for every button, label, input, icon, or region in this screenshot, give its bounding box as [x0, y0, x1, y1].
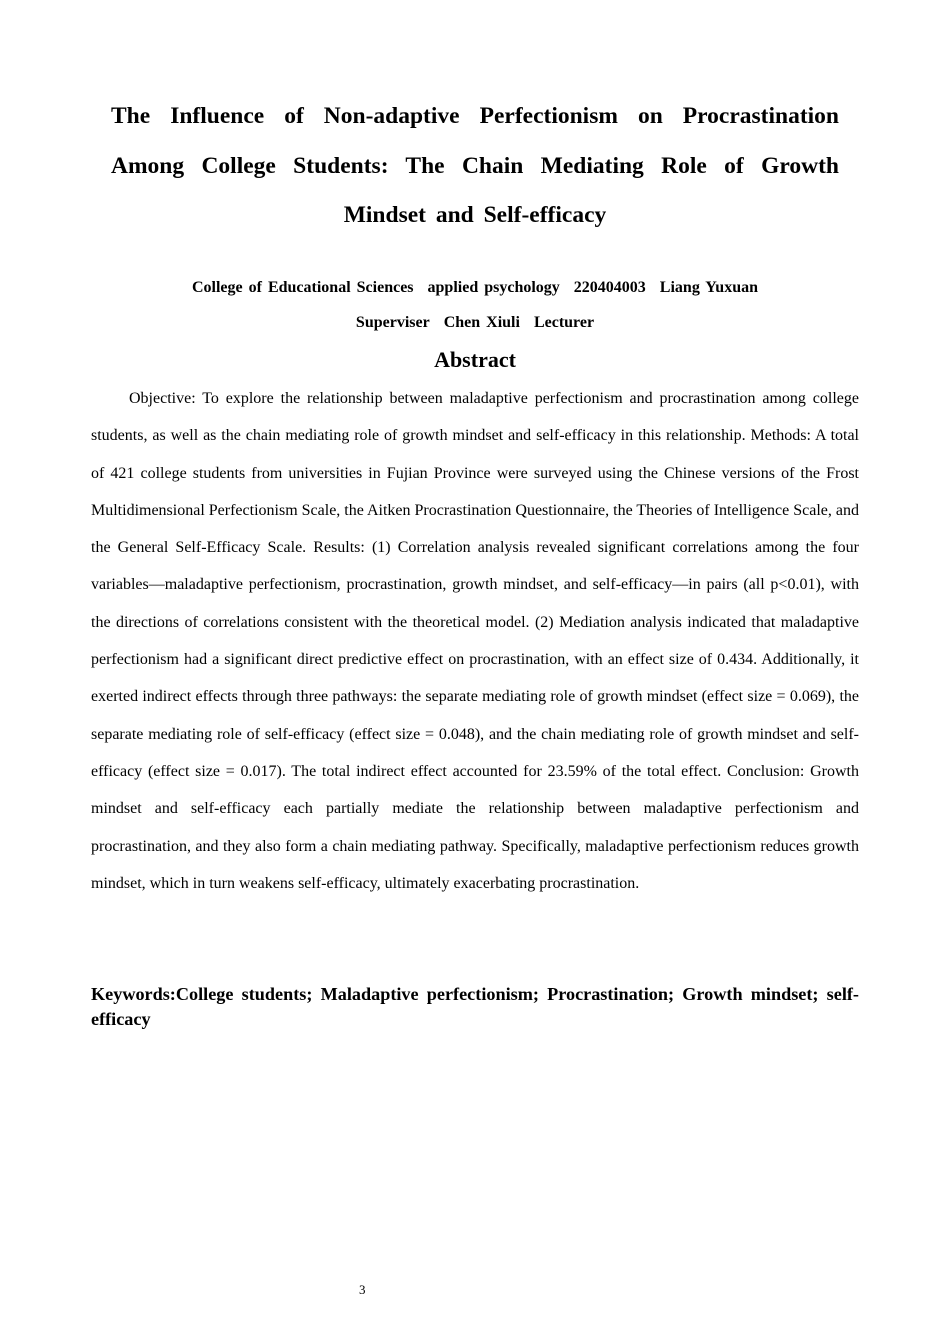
- supervisor-rank: Lecturer: [533, 314, 595, 331]
- document-page: [91, 0, 859, 1344]
- paper-title: The Influence of Non-adaptive Perfectionism on Procrastination Among College Students: The Chain Mediating Role of Growth Mindset and Self-efficacy: [111, 103, 839, 228]
- supervisor-name: Chen Xiuli: [443, 314, 520, 331]
- college-name: College of Educational Sciences: [191, 279, 414, 296]
- abstract-body: Objective: To explore the relationship between maladaptive perfectionism and procrastination among college students, as well as the chain mediating role of growth mindset and self-efficacy in this relationship. Methods: A total of 421 college students from universities in Fujian Province were surveyed using the Chinese versions of the Frost Multidimensional Perfectionism Scale, the Aitken Procrastination Questionnaire, the Theories of Intelligence Scale, and the General Self-Efficacy Scale. Results: (1) Correlation analysis revealed significant correlations among the four variables—maladaptive perfectionism, procrastination, growth mindset, and self-efficacy—in pairs (all p<0.01), with the directions of correlations consistent with the theoretical model. (2) Mediation analysis indicated that maladaptive perfectionism had a significant direct predictive effect on procrastination, with an effect size of 0.434. Additionally, it exerted indirect effects through three pathways: the separate mediating role of growth mindset (effect size = 0.069), the separate mediating role of self-efficacy (effect size = 0.048), and the chain mediating role of growth mindset and self-efficacy (effect size = 0.017). The total indirect effect accounted for 23.59% of the total effect. Conclusion: Growth mindset and self-efficacy each partially mediate the relationship between maladaptive perfectionism and procrastination, and they also form a chain mediating pathway. Specifically, maladaptive perfectionism reduces growth mindset, which in turn weakens self-efficacy, ultimately exacerbating procrastination.: [91, 390, 859, 892]
- author-line: [91, 278, 859, 298]
- supervisor-line: [91, 313, 859, 333]
- student-id: 220404003: [573, 279, 646, 296]
- major-name: applied psychology: [427, 279, 560, 296]
- supervisor-label: Superviser: [355, 314, 430, 331]
- page-number: 3: [359, 1282, 366, 1297]
- keywords: Keywords:College students; Maladaptive perfectionism; Procrastination; Growth mindset; self-efficacy: [91, 984, 859, 1029]
- abstract-heading: Abstract: [434, 347, 516, 372]
- author-name: Liang Yuxuan: [659, 279, 758, 296]
